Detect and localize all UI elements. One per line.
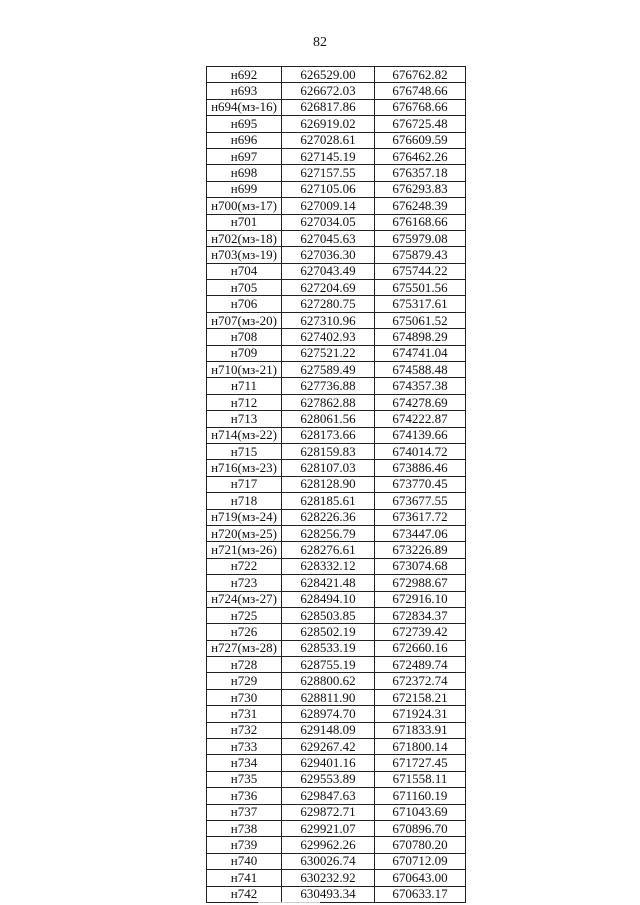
table-row — [207, 739, 466, 755]
x-coordinate-cell: 626672.03 — [282, 83, 375, 99]
point-name-cell: н697 — [207, 148, 282, 164]
point-name-cell: н693 — [207, 83, 282, 99]
y-coordinate-cell: 674222.87 — [375, 411, 466, 427]
x-coordinate-cell: 627036.30 — [282, 247, 375, 263]
point-name-cell: н714(мз-22) — [207, 427, 282, 443]
table-row — [207, 411, 466, 427]
y-coordinate-cell: 670780.20 — [375, 837, 466, 853]
point-name-cell: н737 — [207, 804, 282, 820]
point-name-cell: н702(мз-18) — [207, 230, 282, 246]
point-name-cell: н692 — [207, 67, 282, 83]
point-name-cell: н723 — [207, 575, 282, 591]
point-name-cell: н740 — [207, 853, 282, 869]
x-coordinate-cell: 627402.93 — [282, 329, 375, 345]
y-coordinate-cell: 674741.04 — [375, 345, 466, 361]
point-name-cell: н742 — [207, 886, 282, 902]
point-name-cell: н711 — [207, 378, 282, 394]
y-coordinate-cell: 675061.52 — [375, 312, 466, 328]
x-coordinate-cell: 629267.42 — [282, 739, 375, 755]
point-name-cell: н705 — [207, 280, 282, 296]
y-coordinate-cell: 676168.66 — [375, 214, 466, 230]
point-name-cell: н732 — [207, 722, 282, 738]
x-coordinate-cell: 629553.89 — [282, 771, 375, 787]
x-coordinate-cell: 627310.96 — [282, 312, 375, 328]
x-coordinate-cell: 628256.79 — [282, 525, 375, 541]
table-row — [207, 607, 466, 623]
x-coordinate-cell: 628974.70 — [282, 706, 375, 722]
point-name-cell: н715 — [207, 443, 282, 459]
y-coordinate-cell: 671160.19 — [375, 788, 466, 804]
x-coordinate-cell: 628185.61 — [282, 493, 375, 509]
table-row — [207, 312, 466, 328]
x-coordinate-cell: 629872.71 — [282, 804, 375, 820]
x-coordinate-cell: 630232.92 — [282, 870, 375, 886]
x-coordinate-cell: 628755.19 — [282, 657, 375, 673]
point-name-cell: н713 — [207, 411, 282, 427]
x-coordinate-cell: 628061.56 — [282, 411, 375, 427]
point-name-cell: н699 — [207, 181, 282, 197]
x-coordinate-cell: 627105.06 — [282, 181, 375, 197]
x-coordinate-cell: 630026.74 — [282, 853, 375, 869]
table-row — [207, 673, 466, 689]
table-row — [207, 722, 466, 738]
y-coordinate-cell: 672834.37 — [375, 607, 466, 623]
x-coordinate-cell: 627521.22 — [282, 345, 375, 361]
point-name-cell: н729 — [207, 673, 282, 689]
table-row — [207, 296, 466, 312]
x-coordinate-cell: 627157.55 — [282, 165, 375, 181]
coordinates-table-body — [207, 67, 466, 903]
table-row — [207, 657, 466, 673]
y-coordinate-cell: 670643.00 — [375, 870, 466, 886]
x-coordinate-cell: 627034.05 — [282, 214, 375, 230]
y-coordinate-cell: 675317.61 — [375, 296, 466, 312]
y-coordinate-cell: 674139.66 — [375, 427, 466, 443]
table-row — [207, 230, 466, 246]
x-coordinate-cell: 630493.34 — [282, 886, 375, 902]
x-coordinate-cell: 628533.19 — [282, 640, 375, 656]
x-coordinate-cell: 628811.90 — [282, 689, 375, 705]
table-row — [207, 116, 466, 132]
y-coordinate-cell: 671727.45 — [375, 755, 466, 771]
point-name-cell: н706 — [207, 296, 282, 312]
y-coordinate-cell: 675501.56 — [375, 280, 466, 296]
page-number: 82 — [313, 35, 327, 50]
point-name-cell: н736 — [207, 788, 282, 804]
point-name-cell: н700(мз-17) — [207, 198, 282, 214]
x-coordinate-cell: 629148.09 — [282, 722, 375, 738]
point-name-cell: н709 — [207, 345, 282, 361]
y-coordinate-cell: 670633.17 — [375, 886, 466, 902]
x-coordinate-cell: 629847.63 — [282, 788, 375, 804]
table-row — [207, 870, 466, 886]
y-coordinate-cell: 670896.70 — [375, 820, 466, 836]
point-name-cell: н728 — [207, 657, 282, 673]
point-name-cell: н739 — [207, 837, 282, 853]
x-coordinate-cell: 628107.03 — [282, 460, 375, 476]
table-row — [207, 493, 466, 509]
x-coordinate-cell: 627280.75 — [282, 296, 375, 312]
table-row — [207, 214, 466, 230]
x-coordinate-cell: 627145.19 — [282, 148, 375, 164]
y-coordinate-cell: 675744.22 — [375, 263, 466, 279]
y-coordinate-cell: 676762.82 — [375, 67, 466, 83]
y-coordinate-cell: 675979.08 — [375, 230, 466, 246]
y-coordinate-cell: 671924.31 — [375, 706, 466, 722]
y-coordinate-cell: 671043.69 — [375, 804, 466, 820]
table-row — [207, 525, 466, 541]
y-coordinate-cell: 676357.18 — [375, 165, 466, 181]
table-row — [207, 280, 466, 296]
point-name-cell: н696 — [207, 132, 282, 148]
y-coordinate-cell: 676248.39 — [375, 198, 466, 214]
point-name-cell: н707(мз-20) — [207, 312, 282, 328]
table-row — [207, 591, 466, 607]
point-name-cell: н741 — [207, 870, 282, 886]
y-coordinate-cell: 674588.48 — [375, 362, 466, 378]
x-coordinate-cell: 626529.00 — [282, 67, 375, 83]
y-coordinate-cell: 676609.59 — [375, 132, 466, 148]
point-name-cell: н722 — [207, 558, 282, 574]
point-name-cell: н701 — [207, 214, 282, 230]
x-coordinate-cell: 629962.26 — [282, 837, 375, 853]
scan-mark — [258, 902, 320, 903]
point-name-cell: н703(мз-19) — [207, 247, 282, 263]
table-row — [207, 329, 466, 345]
table-row — [207, 378, 466, 394]
y-coordinate-cell: 673770.45 — [375, 476, 466, 492]
table-row — [207, 198, 466, 214]
point-name-cell: н721(мз-26) — [207, 542, 282, 558]
x-coordinate-cell: 627204.69 — [282, 280, 375, 296]
point-name-cell: н731 — [207, 706, 282, 722]
point-name-cell: н712 — [207, 394, 282, 410]
table-row — [207, 460, 466, 476]
x-coordinate-cell: 629921.07 — [282, 820, 375, 836]
point-name-cell: н710(мз-21) — [207, 362, 282, 378]
x-coordinate-cell: 628502.19 — [282, 624, 375, 640]
coordinates-table — [206, 66, 466, 903]
table-row — [207, 99, 466, 115]
y-coordinate-cell: 673074.68 — [375, 558, 466, 574]
table-row — [207, 771, 466, 787]
x-coordinate-cell: 628800.62 — [282, 673, 375, 689]
table-row — [207, 247, 466, 263]
point-name-cell: н733 — [207, 739, 282, 755]
y-coordinate-cell: 672916.10 — [375, 591, 466, 607]
y-coordinate-cell: 672660.16 — [375, 640, 466, 656]
table-row — [207, 820, 466, 836]
y-coordinate-cell: 670712.09 — [375, 853, 466, 869]
point-name-cell: н730 — [207, 689, 282, 705]
table-row — [207, 804, 466, 820]
y-coordinate-cell: 674898.29 — [375, 329, 466, 345]
y-coordinate-cell: 676748.66 — [375, 83, 466, 99]
table-row — [207, 853, 466, 869]
y-coordinate-cell: 673226.89 — [375, 542, 466, 558]
point-name-cell: н719(мз-24) — [207, 509, 282, 525]
table-row — [207, 165, 466, 181]
y-coordinate-cell: 673677.55 — [375, 493, 466, 509]
point-name-cell: н724(мз-27) — [207, 591, 282, 607]
table-row — [207, 476, 466, 492]
y-coordinate-cell: 674014.72 — [375, 443, 466, 459]
table-row — [207, 689, 466, 705]
point-name-cell: н716(мз-23) — [207, 460, 282, 476]
y-coordinate-cell: 673886.46 — [375, 460, 466, 476]
table-row — [207, 263, 466, 279]
table-row — [207, 542, 466, 558]
y-coordinate-cell: 674278.69 — [375, 394, 466, 410]
point-name-cell: н720(мз-25) — [207, 525, 282, 541]
table-row — [207, 706, 466, 722]
y-coordinate-cell: 672372.74 — [375, 673, 466, 689]
x-coordinate-cell: 627043.49 — [282, 263, 375, 279]
point-name-cell: н704 — [207, 263, 282, 279]
y-coordinate-cell: 673447.06 — [375, 525, 466, 541]
table-row — [207, 394, 466, 410]
y-coordinate-cell: 676293.83 — [375, 181, 466, 197]
table-row — [207, 148, 466, 164]
point-name-cell: н717 — [207, 476, 282, 492]
point-name-cell: н726 — [207, 624, 282, 640]
point-name-cell: н708 — [207, 329, 282, 345]
point-name-cell: н698 — [207, 165, 282, 181]
x-coordinate-cell: 626919.02 — [282, 116, 375, 132]
y-coordinate-cell: 672489.74 — [375, 657, 466, 673]
point-name-cell: н695 — [207, 116, 282, 132]
point-name-cell: н734 — [207, 755, 282, 771]
table-row — [207, 132, 466, 148]
point-name-cell: н725 — [207, 607, 282, 623]
x-coordinate-cell: 627045.63 — [282, 230, 375, 246]
y-coordinate-cell: 676768.66 — [375, 99, 466, 115]
x-coordinate-cell: 628421.48 — [282, 575, 375, 591]
table-row — [207, 67, 466, 83]
table-row — [207, 575, 466, 591]
x-coordinate-cell: 626817.86 — [282, 99, 375, 115]
table-row — [207, 345, 466, 361]
table-row — [207, 509, 466, 525]
x-coordinate-cell: 628226.36 — [282, 509, 375, 525]
x-coordinate-cell: 627736.88 — [282, 378, 375, 394]
table-row — [207, 362, 466, 378]
point-name-cell: н735 — [207, 771, 282, 787]
y-coordinate-cell: 676725.48 — [375, 116, 466, 132]
table-row — [207, 886, 466, 902]
x-coordinate-cell: 628276.61 — [282, 542, 375, 558]
point-name-cell: н694(мз-16) — [207, 99, 282, 115]
y-coordinate-cell: 671558.11 — [375, 771, 466, 787]
x-coordinate-cell: 628173.66 — [282, 427, 375, 443]
x-coordinate-cell: 628332.12 — [282, 558, 375, 574]
table-row — [207, 558, 466, 574]
table-row — [207, 427, 466, 443]
x-coordinate-cell: 628128.90 — [282, 476, 375, 492]
x-coordinate-cell: 628494.10 — [282, 591, 375, 607]
table-row — [207, 443, 466, 459]
x-coordinate-cell: 629401.16 — [282, 755, 375, 771]
point-name-cell: н718 — [207, 493, 282, 509]
y-coordinate-cell: 672988.67 — [375, 575, 466, 591]
table-row — [207, 181, 466, 197]
x-coordinate-cell: 627028.61 — [282, 132, 375, 148]
table-row — [207, 624, 466, 640]
y-coordinate-cell: 675879.43 — [375, 247, 466, 263]
y-coordinate-cell: 673617.72 — [375, 509, 466, 525]
x-coordinate-cell: 628503.85 — [282, 607, 375, 623]
x-coordinate-cell: 628159.83 — [282, 443, 375, 459]
y-coordinate-cell: 672158.21 — [375, 689, 466, 705]
point-name-cell: н727(мз-28) — [207, 640, 282, 656]
table-row — [207, 640, 466, 656]
y-coordinate-cell: 674357.38 — [375, 378, 466, 394]
table-row — [207, 837, 466, 853]
x-coordinate-cell: 627862.88 — [282, 394, 375, 410]
point-name-cell: н738 — [207, 820, 282, 836]
table-row — [207, 83, 466, 99]
table-row — [207, 788, 466, 804]
x-coordinate-cell: 627009.14 — [282, 198, 375, 214]
x-coordinate-cell: 627589.49 — [282, 362, 375, 378]
y-coordinate-cell: 672739.42 — [375, 624, 466, 640]
y-coordinate-cell: 671833.91 — [375, 722, 466, 738]
table-row — [207, 755, 466, 771]
y-coordinate-cell: 671800.14 — [375, 739, 466, 755]
y-coordinate-cell: 676462.26 — [375, 148, 466, 164]
